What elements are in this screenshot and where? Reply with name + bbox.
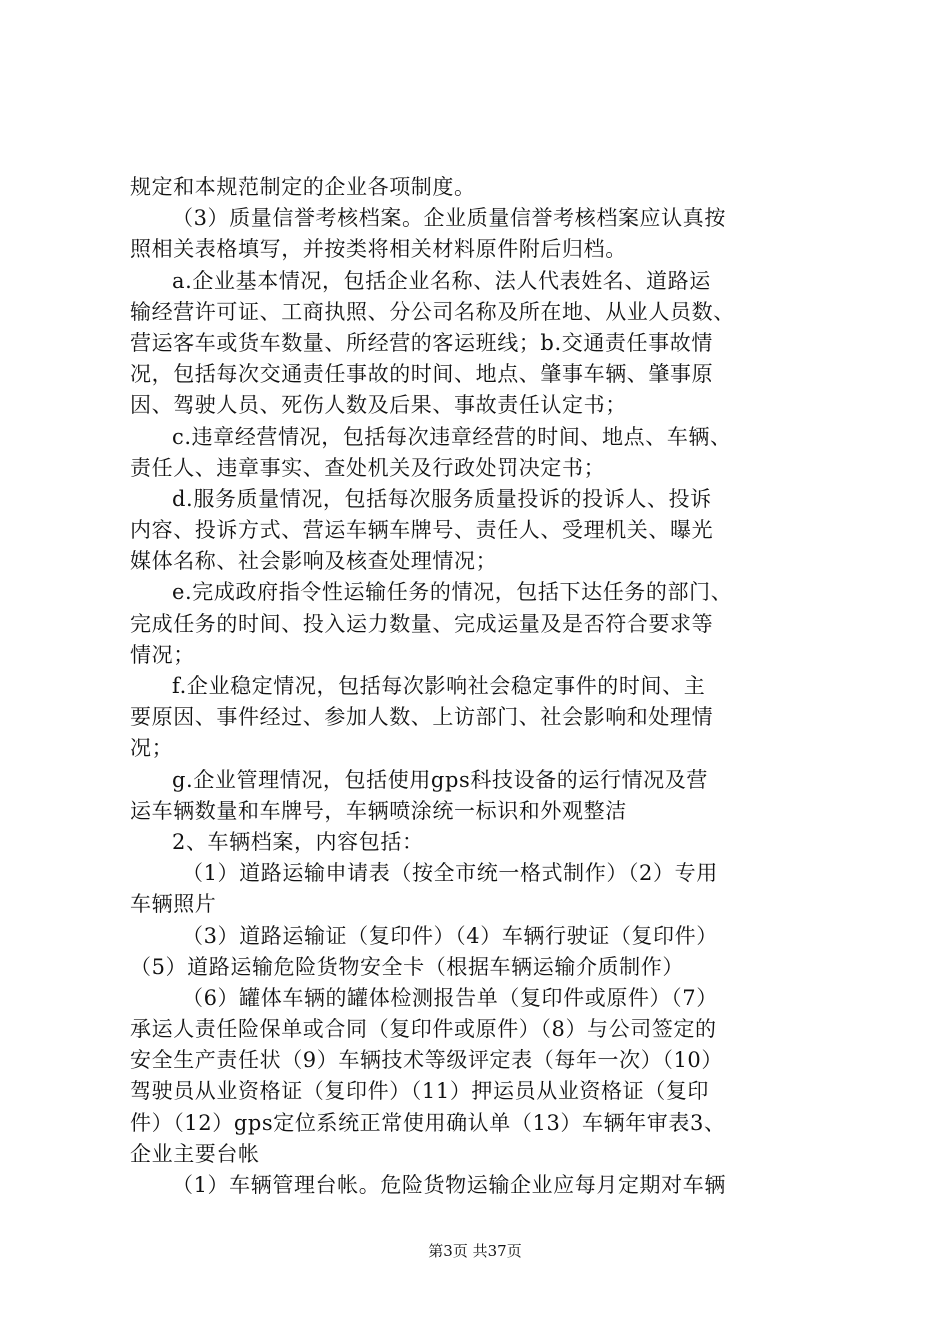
text-line: （5）道路运输危险货物安全卡（根据车辆运输介质制作） — [130, 954, 684, 979]
text-line: （3）道路运输证（复印件）（4）车辆行驶证（复印件） — [182, 923, 718, 948]
text-line: 媒体名称、社会影响及核查处理情况； — [130, 549, 498, 574]
text-line: 企业主要台帐 — [130, 1141, 260, 1166]
text-line: 营运客车或货车数量、所经营的客运班线；b.交通责任事故情 — [130, 330, 713, 355]
text-line: 2、车辆档案，内容包括： — [172, 829, 424, 854]
text-line: （6）罐体车辆的罐体检测报告单（复印件或原件）（7） — [182, 985, 718, 1010]
text-line: 规定和本规范制定的企业各项制度。 — [130, 175, 476, 199]
text-line: 情况； — [130, 642, 195, 667]
text-line: f.企业稳定情况，包括每次影响社会稳定事件的时间、主 — [172, 674, 706, 698]
text-line: a.企业基本情况，包括企业名称、法人代表姓名、道路运 — [172, 268, 711, 293]
text-line: g.企业管理情况，包括使用gps科技设备的运行情况及营 — [172, 767, 708, 792]
text-line: 因、驾驶人员、死伤人数及后果、事故责任认定书； — [130, 393, 627, 418]
text-line: 完成任务的时间、投入运力数量、完成运量及是否符合要求等 — [130, 611, 714, 636]
text-line: 车辆照片 — [130, 892, 217, 917]
text-line: 况； — [130, 736, 174, 761]
text-line: 内容、投诉方式、营运车辆车牌号、责任人、受理机关、曝光 — [130, 518, 714, 543]
text-line: 运车辆数量和车牌号，车辆喷涂统一标识和外观整洁 — [130, 798, 627, 823]
text-line: e.完成政府指令性运输任务的情况，包括下达任务的部门、 — [172, 580, 733, 605]
text-line: （1）道路运输申请表（按全市统一格式制作）（2）专用 — [182, 861, 718, 886]
text-line: 要原因、事件经过、参加人数、上访部门、社会影响和处理情 — [130, 705, 714, 730]
text-line: 驾驶员从业资格证（复印件）（11）押运员从业资格证（复印 — [130, 1079, 710, 1104]
document-body — [130, 172, 830, 1201]
text-line: d.服务质量情况，包括每次服务质量投诉的投诉人、投诉 — [172, 486, 712, 511]
text-line: （3）质量信誉考核档案。企业质量信誉考核档案应认真按 — [172, 206, 726, 231]
text-line: 承运人责任险保单或合同（复印件或原件）（8）与公司签定的 — [130, 1017, 717, 1042]
text-line: 责任人、违章事实、查处机关及行政处罚决定书； — [130, 455, 606, 480]
text-line: 安全生产责任状（9）车辆技术等级评定表（每年一次）（10） — [130, 1048, 723, 1073]
text-line: 况，包括每次交通责任事故的时间、地点、肇事车辆、肇事原 — [130, 362, 714, 387]
text-line: （1）车辆管理台帐。危险货物运输企业应每月定期对车辆 — [172, 1173, 726, 1197]
text-line: 照相关表格填写，并按类将相关材料原件附后归档。 — [130, 237, 627, 262]
text-line: 件）（12）gps定位系统正常使用确认单（13）车辆年审表3、 — [130, 1110, 726, 1135]
text-line: c.违章经营情况，包括每次违章经营的时间、地点、车辆、 — [172, 424, 732, 449]
text-line: 输经营许可证、工商执照、分公司名称及所在地、从业人员数、 — [130, 299, 735, 324]
page-number-footer: 第3页 共37页 — [428, 1242, 522, 1260]
